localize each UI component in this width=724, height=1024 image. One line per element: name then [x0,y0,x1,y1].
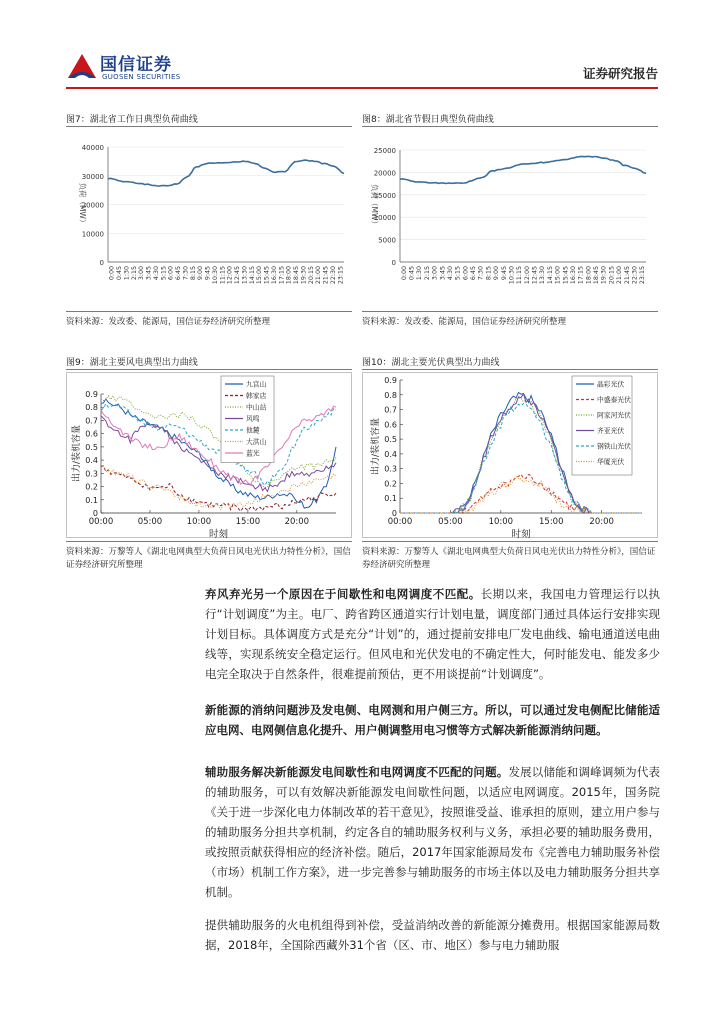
y-tick-label: 30000 [81,172,104,181]
paragraph-2 [205,700,660,740]
x-tick-label: 21:45 [623,266,631,285]
y-tick-label: 25000 [373,147,396,155]
x-tick-label: 0:00 [400,266,408,281]
x-tick-label: 20:00 [284,517,310,527]
y-tick-label: 0.8 [85,403,98,413]
figure-8-source: 资料来源：发改委、能源局，国信证券经济研究所整理 [362,317,567,327]
x-tick-label: 19:30 [300,266,308,285]
legend-label: 齐亚光伏 [597,427,625,435]
figure-7-top-rule [66,126,352,127]
x-tick-label: 5:15 [454,266,462,281]
x-tick-label: 0:45 [408,266,416,281]
legend-label: 大洪山 [246,438,267,446]
y-tick-label: 0.5 [384,435,397,445]
x-tick-label: 1:30 [416,266,424,281]
y-tick-label: 0.7 [384,405,397,415]
figure-9-top-rule [66,369,352,370]
load-curve-line [108,160,344,186]
x-tick-label: 16:30 [569,266,577,285]
legend-label: 风鸣 [246,415,260,423]
legend-label: 蓝光 [246,449,260,458]
y-tick-label: 0.4 [384,449,397,459]
y-tick-label: 0 [391,259,396,267]
x-tick-label: 11:15 [516,266,524,285]
x-tick-label: 10:00 [488,517,514,527]
paragraph-1-lead: 弃风弃光另一个原因在于间歇性和电网调度不匹配。 [205,587,481,601]
x-tick-label: 9:45 [204,266,212,281]
x-tick-label: 00:00 [387,517,413,527]
y-tick-label: 0.2 [85,482,98,492]
series-line [400,475,642,514]
legend-label: 韩家店 [246,392,267,400]
x-tick-label: 15:00 [256,266,264,285]
y-tick-label: 0.7 [85,416,98,426]
x-tick-label: 21:00 [616,266,624,285]
x-tick-label: 18:45 [293,266,301,285]
legend-label: 晶彩光伏 [597,380,625,389]
x-tick-label: 10:30 [508,266,516,285]
figure-10-top-rule [362,369,658,370]
x-tick-label: 20:15 [307,266,315,285]
series-line [101,396,336,488]
y-tick-label: 0 [92,509,98,518]
y-axis-label: 出力/装机容量 [371,417,381,476]
x-tick-label: 9:00 [493,266,501,281]
x-tick-label: 21:00 [315,266,323,285]
x-tick-label: 7:30 [182,266,190,281]
x-tick-label: 12:00 [523,266,531,285]
x-tick-label: 18:45 [593,266,601,285]
x-tick-label: 20:15 [608,266,616,285]
x-tick-label: 22:30 [329,266,337,285]
paragraph-2-lead: 新能源的消纳问题涉及发电侧、电网测和用户侧三方。所以，可以通过发电侧配比储能适应电网、电网侧信息化提升、用户侧调整用电习惯等方式解决新能源消纳问题。 [205,703,660,737]
y-tick-label: 0 [391,509,397,518]
figure-7-bottom-rule [66,311,352,312]
y-tick-label: 15000 [373,191,396,200]
x-axis-label: 时刻 [511,529,531,538]
figure-10-bottom-rule [362,541,658,542]
series-line [101,399,336,508]
series-line [400,476,642,513]
x-tick-label: 4:30 [446,266,454,281]
legend-label: 中盛泰光伏 [597,396,631,404]
x-tick-label: 8:15 [189,266,197,281]
x-tick-label: 10:30 [211,266,219,285]
figure-7-chart [66,130,352,310]
x-tick-label: 12:45 [234,266,242,285]
y-tick-label: 10000 [373,214,396,223]
y-tick-label: 0.1 [85,495,98,505]
x-tick-label: 15:00 [539,517,564,527]
paragraph-1 [205,584,660,684]
figure-9-title: 图9：湖北主要风电典型出力曲线 [66,358,198,368]
y-tick-label: 0.3 [85,469,98,479]
x-tick-label: 3:45 [145,266,153,281]
x-tick-label: 6:45 [175,266,183,281]
series-line [101,416,336,492]
x-tick-label: 17:15 [278,266,286,285]
x-tick-label: 23:15 [337,266,345,285]
x-tick-label: 22:30 [631,266,639,285]
y-tick-label: 0.9 [384,376,397,385]
x-tick-label: 14:15 [248,266,256,285]
figure-8-chart [362,130,658,310]
x-tick-label: 4:30 [152,266,160,281]
figure-9-chart [66,372,352,538]
figure-9-source: 资料来源：万黎等人《湖北电网典型大负荷日风电光伏出力特性分析》，国信证券经济研究所整理 [66,547,351,570]
figure-10-source: 资料来源：万黎等人《湖北电网典型大负荷日风电光伏出力特性分析》，国信证券经济研究所整理 [362,547,656,570]
figure-10-chart [362,372,658,538]
x-tick-label: 18:00 [285,266,293,285]
x-tick-label: 8:15 [485,266,493,281]
figure-8-title: 图8：湖北省节假日典型负荷曲线 [362,115,494,125]
y-tick-label: 0.3 [384,464,397,474]
x-tick-label: 05:00 [438,517,463,527]
figure-9-bottom-rule [66,541,352,542]
report-type: 证券研究报告 [582,66,658,81]
x-tick-label: 18:00 [585,266,593,285]
legend-label: 中山站 [246,403,267,412]
x-tick-label: 7:30 [477,266,485,281]
company-name-cn: 国信证券 [100,55,172,75]
company-logo [66,48,98,82]
x-tick-label: 5:15 [160,266,168,281]
y-tick-label: 0.8 [384,390,397,400]
x-tick-label: 6:00 [462,266,470,281]
y-tick-label: 10000 [81,230,104,239]
x-tick-label: 13:30 [539,266,547,285]
x-tick-label: 6:45 [470,266,478,281]
x-tick-label: 15:00 [235,517,261,527]
x-tick-label: 6:00 [167,266,175,281]
company-name-en: GUOSEN SECURITIES [102,73,181,81]
y-axis-label: 出力/装机容量 [72,424,82,483]
y-tick-label: 0.2 [384,479,397,489]
x-tick-label: 10:00 [186,517,212,527]
y-tick-label: 0.9 [85,390,98,399]
x-tick-label: 9:00 [197,266,205,281]
x-tick-label: 23:15 [639,266,647,285]
paragraph-3 [205,762,660,902]
legend-label: 他麓 [246,426,260,435]
x-tick-label: 21:45 [322,266,330,285]
x-tick-label: 1:30 [123,266,131,281]
legend-label: 阿家河光伏 [597,411,631,420]
figure-10-title: 图10：湖北主要光伏典型出力曲线 [362,358,500,368]
paragraph-3-lead: 辅助服务解决新能源发电间歇性和电网调度不匹配的问题。 [205,765,509,779]
x-tick-label: 19:30 [600,266,608,285]
x-tick-label: 17:15 [577,266,585,285]
paragraph-4 [205,915,660,955]
paragraph-1-body: 长期以来，我国电力管理运行以执行“计划调度”为主。电厂、跨省跨区通道实行计划电量，调度部门通过具体运行安排实现计划目标。具体调度方式是充分“计划”的，通过提前安排电厂发电曲线、输电通道送电曲线等，实现系统安全稳定运行。但风电和光伏发电的不确定性大，何时能发电、能发多少电完全取决于自然条件，很难提前预估，更不用谈提前“计划调度”。 [205,587,660,681]
paragraph-4-body: 提供辅助服务的火电机组得到补偿，受益消纳改善的新能源分摊费用。根据国家能源局数据，2018年，全国除西藏外31个省（区、市、地区）参与电力辅助服 [205,918,660,952]
legend-label: 钢铁山光伏 [597,442,631,451]
load-curve-line [400,156,646,183]
legend-label: 华厦光伏 [597,458,625,466]
header-divider [66,87,658,89]
x-tick-label: 3:00 [431,266,439,281]
x-tick-label: 2:15 [423,266,431,281]
x-tick-label: 0:45 [116,266,124,281]
paragraph-3-body: 发展以储能和调峰调频为代表的辅助服务，可以有效解决新能源发电间歇性问题，以适应电网调度。2015年，国务院《关于进一步深化电力体制改革的若干意见》，按照谁受益、谁承担的原则，建立用户参与的辅助服务分担共享机制，约定各自的辅助服务权利与义务，承担必要的辅助服务费用，或按照贡献获得相应的经济补偿。随后，2017年国家能源局发布《完善电力辅助服务补偿（市场）机制工作方案》，进一步完善参与辅助服务的市场主体以及电力辅助服务分担共享机制。 [205,765,661,899]
y-tick-label: 0 [99,259,104,267]
x-tick-label: 20:00 [589,517,614,527]
x-tick-label: 05:00 [137,517,163,527]
x-axis-label: 时刻 [208,529,229,538]
x-tick-label: 12:00 [226,266,234,285]
x-tick-label: 3:45 [439,266,447,281]
x-tick-label: 14:15 [546,266,554,285]
y-tick-label: 0.6 [85,429,98,439]
x-tick-label: 2:15 [130,266,138,281]
y-tick-label: 40000 [81,144,104,152]
y-axis-label: 负荷（MW） [370,184,379,228]
x-tick-label: 15:45 [263,266,271,285]
x-tick-label: 00:00 [88,517,114,527]
y-tick-label: 0.6 [384,420,397,430]
x-tick-label: 15:45 [562,266,570,285]
x-tick-label: 12:45 [531,266,539,285]
y-axis-label: 负荷（MW） [78,182,87,227]
figure-8-bottom-rule [362,311,658,312]
y-tick-label: 0.5 [85,442,98,452]
y-tick-label: 0.1 [384,494,397,504]
legend-label: 九宫山 [246,380,267,389]
x-tick-label: 16:30 [270,266,278,285]
y-tick-label: 0.4 [85,456,98,466]
logo-mark-icon [66,48,98,82]
x-tick-label: 0:00 [108,266,116,281]
y-tick-label: 20000 [81,201,104,210]
figure-7-title: 图7：湖北省工作日典型负荷曲线 [66,115,198,125]
x-tick-label: 9:45 [500,266,508,281]
y-tick-label: 20000 [373,169,396,178]
figure-8-top-rule [362,126,658,127]
x-tick-label: 15:00 [554,266,562,285]
y-tick-label: 5000 [378,236,396,245]
figure-7-source: 资料来源：发改委、能源局，国信证券经济研究所整理 [66,317,271,327]
x-tick-label: 3:00 [138,266,146,281]
x-tick-label: 11:15 [219,266,227,285]
x-tick-label: 13:30 [241,266,249,285]
